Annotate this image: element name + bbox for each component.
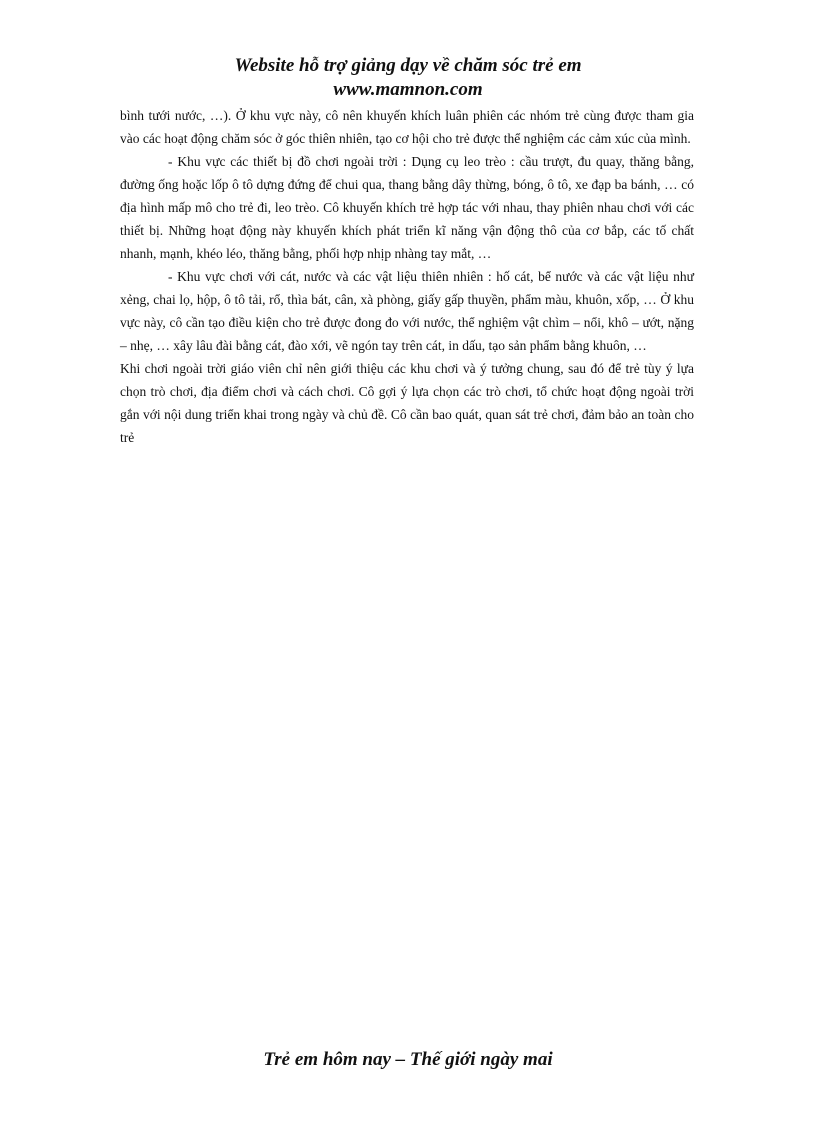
- document-body: [120, 104, 694, 449]
- paragraph-outdoor-equipment: - Khu vực các thiết bị đồ chơi ngoài trời : Dụng cụ leo trèo : cầu trượt, đu quay, thăng bằng, đường ống hoặc lốp ô tô dựng đứng để chui qua, thang bằng dây thừng, bóng, ô tô, xe đạp ba bánh, … có địa hình mấp mô cho trẻ đi, leo trèo. Cô khuyến khích trẻ hợp tác với nhau, thay phiên nhau chơi với các thiết bị. Những hoạt động này khuyến khích phát triển kĩ năng vận động thô của cơ bắp, các tố chất nhanh, mạnh, khéo léo, thăng bằng, phối hợp nhịp nhàng tay mắt, …: [120, 154, 694, 261]
- paragraph-sand-water-area: - Khu vực chơi với cát, nước và các vật liệu thiên nhiên : hố cát, bể nước và các vật liệu như xẻng, chai lọ, hộp, ô tô tải, rổ, thìa bát, cân, xà phòng, giấy gấp thuyền, phẩm màu, khuôn, xốp, … Ở khu vực này, cô cần tạo điều kiện cho trẻ được đong đo với nước, thể nghiệm vật chìm – nổi, khô – ướt, nặng – nhẹ, … xây lâu đài bằng cát, đào xới, vẽ ngón tay trên cát, in dấu, tạo sản phẩm bằng khuôn, …: [120, 269, 694, 353]
- paragraph-teacher-guidance: Khi chơi ngoài trời giáo viên chỉ nên giới thiệu các khu chơi và ý tưởng chung, sau đó để trẻ tùy ý lựa chọn trò chơi, địa điểm chơi và cách chơi. Cô gợi ý lựa chọn các trò chơi, tổ chức hoạt động ngoài trời gắn với nội dung triển khai trong ngày và chủ đề. Cô cần bao quát, quan sát trẻ chơi, đảm bảo an toàn cho trẻ: [120, 361, 694, 445]
- paragraph-continuation: bình tưới nước, …). Ở khu vực này, cô nên khuyến khích luân phiên các nhóm trẻ cùng được tham gia vào các hoạt động chăm sóc ở góc thiên nhiên, tạo cơ hội cho trẻ được thể nghiệm các cảm xúc của mình.: [120, 108, 694, 146]
- page-header-url: www.mamnon.com: [333, 79, 483, 100]
- page-header-title: Website hỗ trợ giảng dạy về chăm sóc trẻ em: [234, 55, 582, 76]
- page-footer-slogan: Trẻ em hôm nay – Thế giới ngày mai: [263, 1049, 553, 1070]
